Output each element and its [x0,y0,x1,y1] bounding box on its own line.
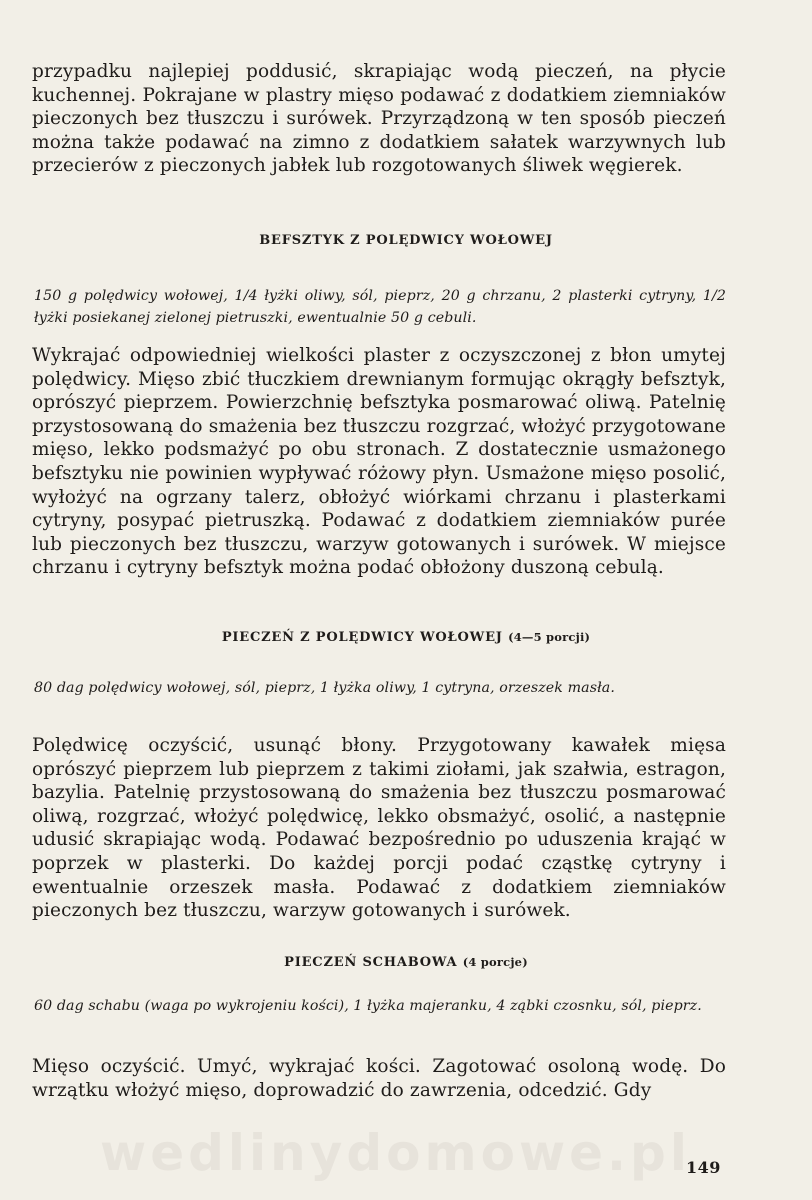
instructions-pieczen-schabowa: Mięso oczyścić. Umyć, wykrajać kości. Zagotować osoloną wodę. Do wrzątku włożyć mięso, doprowadzić do zawrzenia, odcedzić. Gdy [32,1056,726,1101]
page-number: 149 [686,1158,721,1177]
ingredients-pieczen-schabowa: 60 dag schabu (waga po wykrojeniu kości), 1 łyżka majeranku, 4 ząbki czosnku, sól, pieprz. [34,998,702,1014]
instructions-befsztyk: Wykrajać odpowiedniej wielkości plaster z oczyszczonej z błon umytej polędwicy. Mięso zbić tłuczkiem drewnianym formując okrągły befsztyk, oprószyć pieprzem. Powierzchnię befsztyka posmarować oliwą. Patelnię przystosowaną do smażenia bez tłuszczu rozgrzać, włożyć przygotowane mięso, lekko podsmażyć po obu stronach. Z dostatecznie usmażonego befsztyku nie powinien wypływać różowy płyn. Usmażone mięso posolić, wyłożyć na ogrzany talerz, obłożyć wiórkami chrzanu i plasterkami cytryny, posypać pietruszką. Podawać z dodatkiem ziemniaków purée lub pieczonych bez tłuszczu, warzyw gotowanych i surówek. W miejsce chrzanu i cytryny befsztyk można podać obłożony duszoną cebulą. [32,345,726,579]
recipe-title-befsztyk [0,233,812,248]
recipe-title-text: PIECZEŃ SCHABOWA [284,955,458,970]
ingredients-befsztyk: 150 g polędwicy wołowej, 1/4 łyżki oliwy, sól, pieprz, 20 g chrzanu, 2 plasterki cytryny, 1/2 łyżki posiekanej zielonej pietruszki, ewentualnie 50 g cebuli. [34,288,726,326]
watermark: wedlinydomowe.pl [100,1124,691,1182]
instructions-pieczen-poledwica: Polędwicę oczyścić, usunąć błony. Przygotowany kawałek mięsa oprószyć pieprzem lub pieprzem z takimi ziołami, jak szałwia, estragon, bazylia. Patelnię przystosowaną do smażenia bez tłuszczu posmarować oliwą, rozgrzać, włożyć polędwicę, lekko obsmażyć, osolić, a następnie udusić skrapiając wodą. Podawać bezpośrednio po uduszenia krająć w poprzek w plasterki. Do każdej porcji podać cząstkę cytryny i ewentualnie orzeszek masła. Podawać z dodatkiem ziemniaków pieczonych bez tłuszczu, warzyw gotowanych i surówek. [32,735,726,922]
recipe-title-pieczen-poledwica [0,630,812,645]
recipe-title-pieczen-schabowa [0,955,812,970]
recipe-title-text: PIECZEŃ Z POLĘDWICY WOŁOWEJ [221,630,503,645]
recipe-portions: (4—5 porcji) [508,630,591,644]
recipe-portions: (4 porcje) [462,955,528,969]
intro-paragraph: przypadku najlepiej poddusić, skrapiając wodą pieczeń, na płycie kuchennej. Pokrajane w plastry mięso podawać z dodatkiem ziemniaków pieczonych bez tłuszczu i surówek. Przyrządzoną w ten sposób pieczeń można także podawać na zimno z dodatkiem sałatek warzywnych lub przecierów z pieczonych jabłek lub rozgotowanych śliwek węgierek. [32,61,726,177]
ingredients-pieczen-poledwica: 80 dag polędwicy wołowej, sól, pieprz, 1 łyżka oliwy, 1 cytryna, orzeszek masła. [34,680,615,696]
recipe-title-text: BEFSZTYK Z POLĘDWICY WOŁOWEJ [259,233,553,248]
